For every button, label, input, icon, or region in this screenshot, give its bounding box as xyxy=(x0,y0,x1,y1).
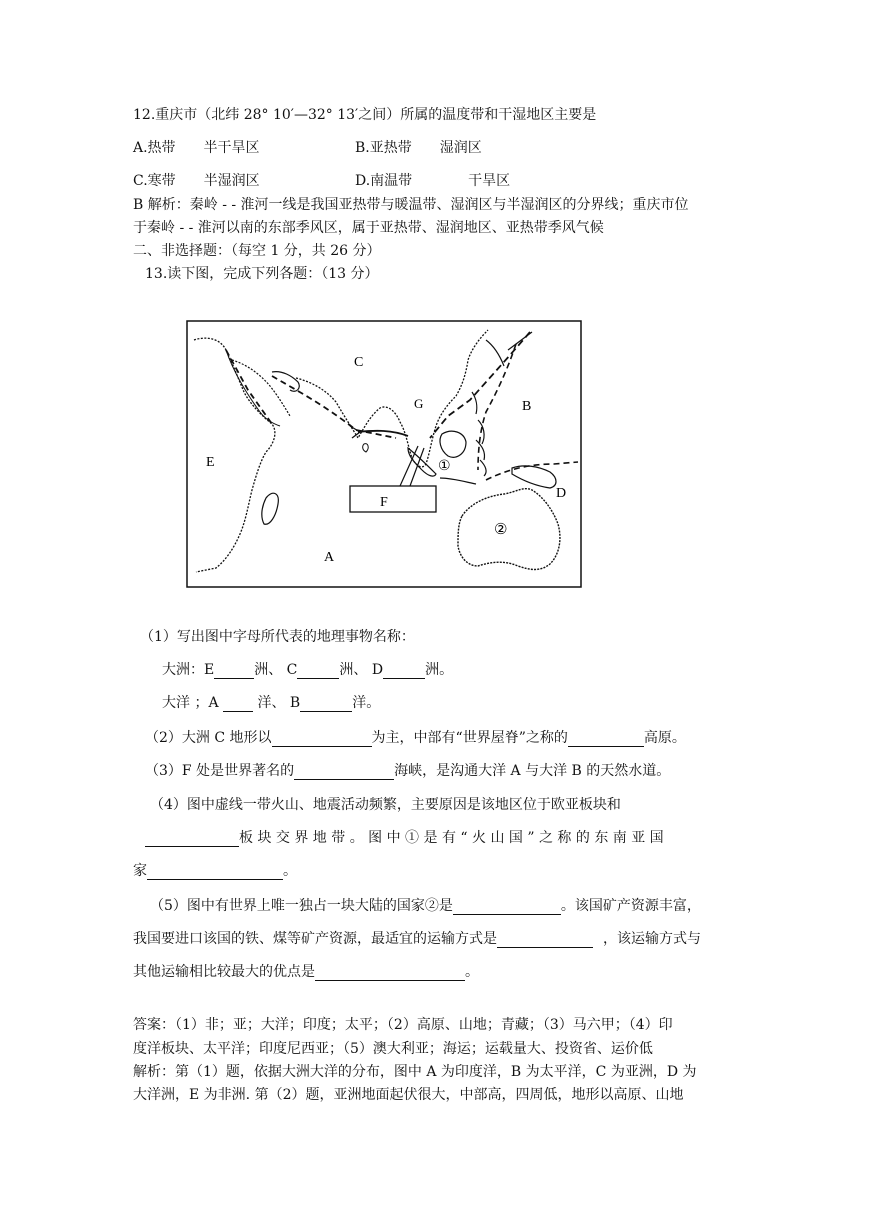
answer-blank-country[interactable] xyxy=(147,865,283,880)
text: （2）大洲 C 地形以 xyxy=(145,730,272,746)
text: 海峡，是沟通大洋 A 与大洋 B 的天然水道。 xyxy=(394,763,671,779)
q13-part1-oceans xyxy=(162,694,380,712)
text: 为主，中部有“世界屋脊”之称的 xyxy=(371,730,568,746)
text: 家 xyxy=(133,863,147,879)
answer-blank-strait[interactable] xyxy=(294,765,394,780)
map-label-a: A xyxy=(324,550,335,565)
map-label-c: C xyxy=(354,355,364,370)
answer-blank-a[interactable] xyxy=(223,697,253,712)
map-label-g: G xyxy=(414,396,424,411)
text: 洋。 xyxy=(352,695,381,711)
q12-option-c: C.寒带 半湿润区 xyxy=(133,173,260,189)
text: ，该运输方式与 xyxy=(603,931,701,947)
answer-blank-e[interactable] xyxy=(214,664,254,679)
map-label-b: B xyxy=(522,399,532,414)
q13-part1-continents xyxy=(162,661,453,679)
text: （3）F 处是世界著名的 xyxy=(145,763,295,779)
explanation-line1: 解析：第（1）题，依据大洲大洋的分布，图中 A 为印度洋，B 为太平洋，C 为亚洲，D 为 xyxy=(133,1064,697,1080)
answer-blank-terrain[interactable] xyxy=(272,732,372,747)
map-frame xyxy=(187,321,581,587)
q13-stem: 13.读下图，完成下列各题：（13 分） xyxy=(145,266,379,282)
q13-part3 xyxy=(145,762,670,780)
map-label-circle-1: ① xyxy=(438,458,451,474)
q13-part4-line2 xyxy=(145,829,664,847)
text: 洲、 D xyxy=(339,662,384,678)
answer-blank-b[interactable] xyxy=(300,697,352,712)
map-label-d: D xyxy=(556,486,567,501)
map-label-circle-2: ② xyxy=(494,520,508,538)
text: 洋、 B xyxy=(257,695,301,711)
text: 板 块 交 界 地 带 。 图 中 ① 是 有 “ 火 山 国 ” 之 称 的 东 南 亚 国 xyxy=(239,830,664,846)
text: 。该国矿产资源丰富， xyxy=(560,898,701,914)
answer-blank-plate[interactable] xyxy=(145,832,239,847)
q12-explanation-line2: 于秦岭 - - 淮河以南的东部季风区，属于亚热带、湿润地区、亚热带季风气候 xyxy=(133,220,604,236)
text: 高原。 xyxy=(643,730,686,746)
answer-blank-advantage[interactable] xyxy=(315,966,465,981)
q13-part5-line2 xyxy=(133,930,701,948)
answer-line2: 度洋板块、太平洋；印度尼西亚；（5）澳大利亚；海运；运载量大、投资省、运价低 xyxy=(133,1041,653,1057)
q12-option-a: A.热带 半干旱区 xyxy=(133,140,260,156)
answer-blank-transport[interactable] xyxy=(497,933,593,948)
text: 大洲：E xyxy=(162,662,215,678)
answer-blank-d[interactable] xyxy=(383,664,425,679)
text: 洲、 C xyxy=(254,662,298,678)
text: 。 xyxy=(465,964,479,980)
q12-option-d: D.南温带 干旱区 xyxy=(355,173,511,189)
text: 大洋 ；A xyxy=(162,695,219,711)
q12-option-b: B.亚热带 湿润区 xyxy=(355,140,482,156)
asia-indian-ocean-map xyxy=(186,320,584,590)
q12-explanation-line1: B 解析：秦岭 - - 淮河一线是我国亚热带与暖温带、湿润区与半湿润区的分界线；重庆市位 xyxy=(133,197,689,213)
q13-part5-line3 xyxy=(133,963,479,981)
q13-part4-line1: （4）图中虚线一带火山、地震活动频繁，主要原因是该地区位于欧亚板块和 xyxy=(150,797,621,813)
text: （5）图中有世界上唯一独占一块大陆的国家②是 xyxy=(150,898,453,914)
answer-blank-c[interactable] xyxy=(297,664,339,679)
text: 其他运输相比较最大的优点是 xyxy=(133,964,315,980)
map-label-e: E xyxy=(206,455,215,470)
q13-part4-line3 xyxy=(133,862,297,880)
q13-part1: （1）写出图中字母所代表的地理事物名称： xyxy=(140,629,415,645)
text: 我国要进口该国的铁、煤等矿产资源，最适宜的运输方式是 xyxy=(133,931,497,947)
section-heading: 二、非选择题：（每空 1 分，共 26 分） xyxy=(133,243,381,259)
answer-blank-australia[interactable] xyxy=(453,900,561,915)
f-label-box xyxy=(350,486,436,512)
q13-part2 xyxy=(145,729,686,747)
q12-stem: 12.重庆市（北纬 28° 10′—32° 13′之间）所属的温度带和干湿地区主要是 xyxy=(133,107,597,123)
text: 。 xyxy=(283,863,297,879)
answer-blank-plateau[interactable] xyxy=(568,732,644,747)
answer-line1: 答案：（1）非；亚；大洋；印度；太平；（2）高原、山地；青藏；（3）马六甲；（4）印 xyxy=(133,1017,673,1033)
map-label-f: F xyxy=(380,495,388,510)
explanation-line2: 大洋洲，E 为非洲. 第（2）题，亚洲地面起伏很大，中部高，四周低，地形以高原、山地 xyxy=(133,1087,684,1103)
text: 洲。 xyxy=(425,662,454,678)
q13-part5-line1 xyxy=(150,897,701,915)
